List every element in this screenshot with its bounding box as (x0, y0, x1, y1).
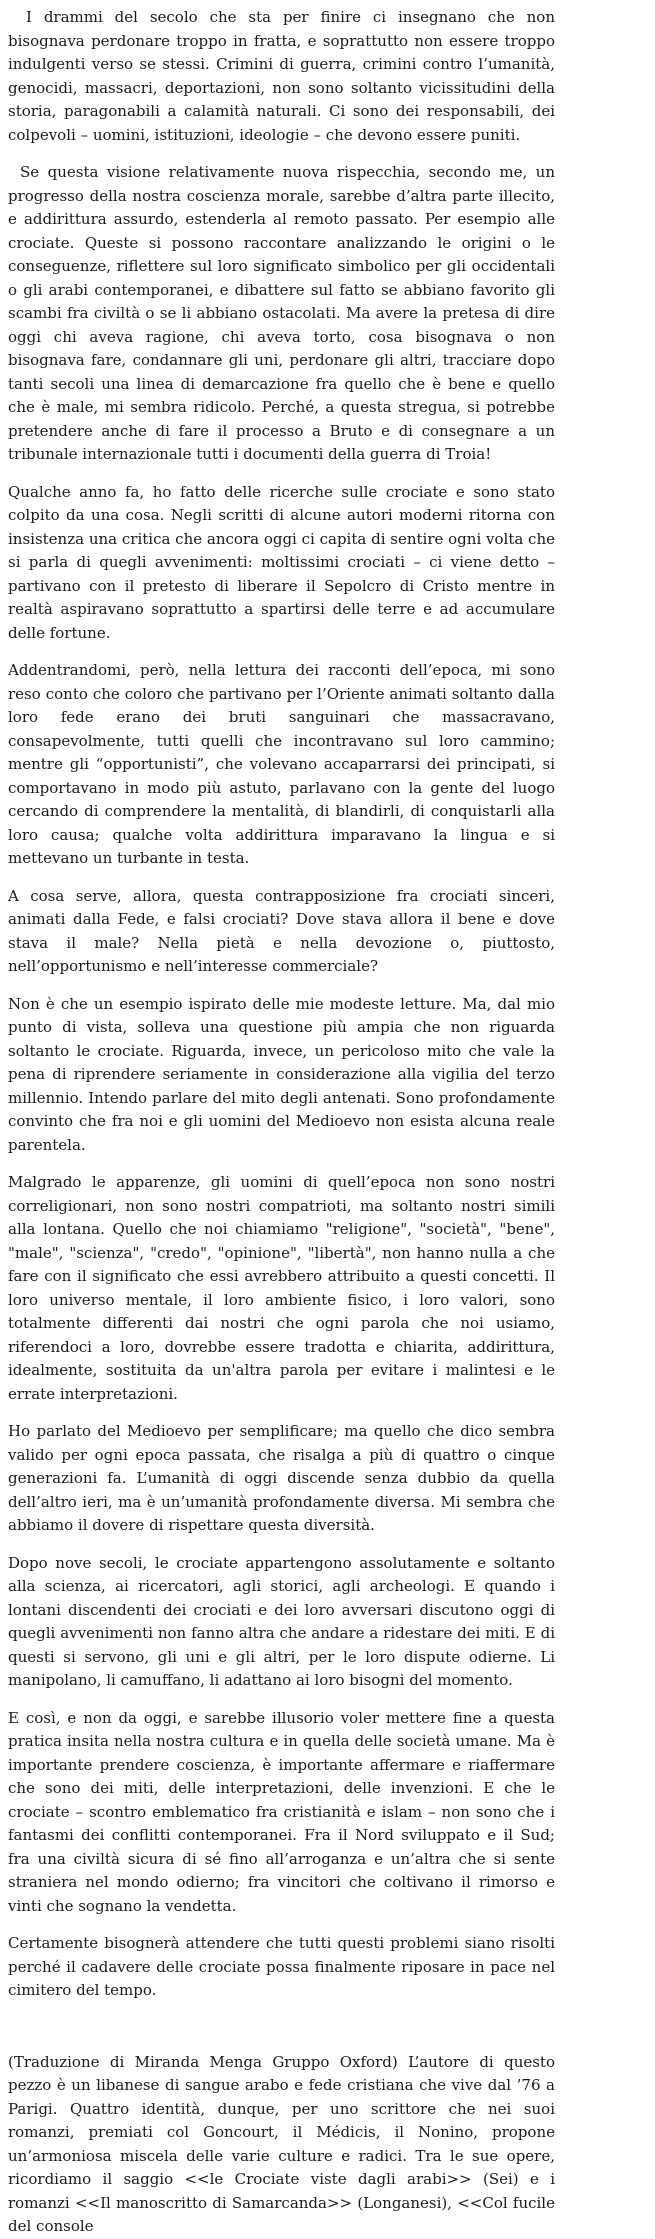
paragraph-7: Malgrado le apparenze, gli uomini di quell’epoca non sono nostri correligionari, non sono nostri compatrioti, ma soltanto nostri simili alla lontana. Quello che noi chiamiamo "religione", "società", "bene", "male", "scienza", "credo", "opinione", "libertà", non hanno nulla a che fare con il significato che essi avrebbero attribuito a questi concetti. Il loro universo mentale, il loro ambiente fisico, i loro valori, sono totalmente differenti dai nostri che ogni parola che noi usiamo, riferendoci a loro, dovrebbe essere tradotta e chiarita, addirittura, idealmente, sostituita da un'altra parola per evitare i malintesi e le errate interpretazioni. (8, 1173, 555, 1403)
translator-note: (Traduzione di Miranda Menga Gruppo Oxford) L’autore di questo pezzo è un libanese di sangue arabo e fede cristiana che vive dal ’76 a Parigi. Quattro identità, dunque, per uno scrittore che nei suoi romanzi, premiati col Goncourt, il Médicis, il Nonino, propone un’armoniosa miscela delle varie culture e radici. Tra le sue opere, ricordiamo il saggio <<le Crociate viste dagli arabi>> (Sei) e i romanzi <<Il manoscritto di Samarcanda>> (Longanesi), <<Col fucile del console (8, 2052, 555, 2235)
paragraph-8: Ho parlato del Medioevo per semplificare; ma quello che dico sembra valido per ogni epoca passata, che risalga a più di quattro o cinque generazioni fa. L’umanità di oggi discende senza dubbio da quella dell’altro ieri, ma è un’umanità profondamente diversa. Mi sembra che abbiamo il dovere di rispettare questa diversità. (8, 1422, 555, 1534)
paragraph-11: Certamente bisognerà attendere che tutti questi problemi siano risolti perché il cadavere delle crociate possa finalmente riposare in pace nel cimitero del tempo. (8, 1934, 555, 1999)
paragraph-1: I drammi del secolo che sta per finire ci insegnano che non bisognava perdonare troppo in fratta, e soprattutto non essere troppo indulgenti verso se stessi. Crimini di guerra, crimini contro l’umanità, genocidi, massacri, deportazioni, non sono soltanto vicissitudini della storia, paragonabili a calamità naturali. Ci sono dei responsabili, dei colpevoli – uomini, istituzioni, ideologie – che devono essere puniti. (8, 8, 555, 144)
paragraph-3: Qualche anno fa, ho fatto delle ricerche sulle crociate e sono stato colpito da una cosa. Negli scritti di alcune autori moderni ritorna con insistenza una critica che ancora oggi ci capita di sentire ogni volta che si parla di quegli avvenimenti: moltissimi crociati – ci viene detto – partivano con il pretesto di liberare il Sepolcro di Cristo mentre in realtà aspiravano soprattutto a spartirsi delle terre e ad accumulare delle fortune. (8, 482, 555, 642)
paragraph-9: Dopo nove secoli, le crociate appartengono assolutamente e soltanto alla scienza, ai ricercatori, agli storici, agli archeologi. E quando i lontani discendenti dei crociati e dei loro avversari discutono oggi di quegli avvenimenti non fanno altra che andare a ridestare dei miti. E di questi si servono, gli uni e gli altri, per le loro dispute odierne. Li manipolano, li camuffano, li adattano ai loro bisogni del momento. (8, 1553, 555, 1689)
paragraph-2: Se questa visione relativamente nuova rispecchia, secondo me, un progresso della nostra coscienza morale, sarebbe d’altra parte illecito, e addirittura assurdo, estenderla al remoto passato. Per esempio alle crociate. Queste si possono raccontare analizzando le origini o le conseguenze, riflettere sul loro significato simbolico per gli occidentali o gli arabi contemporanei, e dibattere sul fatto se abbiano favorito gli scambi fra civiltà o se li abbiano ostacolati. Ma avere la pretesa di dire oggi chi aveva ragione, chi aveva torto, cosa bisognava o non bisognava fare, condannare gli uni, perdonare gli altri, tracciare dopo tanti secoli una linea di demarcazione fra quello che è bene e quello che è male, mi sembra ridicolo. Perché, a questa stregua, si potrebbe pretendere anche di fare il processo a Bruto e di consegnare a un tribunale internazionale tutti i documenti della guerra di Troia! (8, 163, 555, 463)
paragraph-10: E così, e non da oggi, e sarebbe illusorio voler mettere fine a questa pratica insita nella nostra cultura e in quella delle società umane. Ma è importante prendere coscienza, è importante affermare e riaffermare che sono dei miti, delle interpretazioni, delle invenzioni. E che le crociate – scontro emblematico fra cristianità e islam – non sono che i fantasmi dei conflitti contemporanei. Fra il Nord sviluppato e il Sud; fra una civiltà sicura di sé fino all’arroganza e un’altra che si sente straniera nel mondo odierno; fra vincitori che coltivano il rimorso e vinti che sognano la vendetta. (8, 1708, 555, 1915)
section-spacer (8, 2017, 555, 2051)
paragraph-4: Addentrandomi, però, nella lettura dei racconti dell’epoca, mi sono reso conto che coloro che partivano per l’Oriente animati soltanto dalla loro fede erano dei bruti sanguinari che massacravano, consapevolmente, tutti quelli che incontravano sul loro cammino; mentre gli “opportunisti”, che volevano accaparrarsi dei principati, si comportavano in modo più astuto, parlavano con la gente del luogo cercando di comprendere la mentalità, di blandirli, di conquistarli alla loro causa; qualche volta addirittura imparavano la lingua e si mettevano un turbante in testa. (8, 661, 555, 867)
paragraph-5: A cosa serve, allora, questa contrapposizione fra crociati sinceri, animati dalla Fede, e falsi crociati? Dove stava allora il bene e dove stava il male? Nella pietà e nella devozione o, piuttosto, nell’opportunismo e nell’interesse commerciale? (8, 886, 555, 975)
paragraph-6: Non è che un esempio ispirato delle mie modeste letture. Ma, dal mio punto di vista, solleva una questione più ampia che non riguarda soltanto le crociate. Riguarda, invece, un pericoloso mito che vale la pena di riprendere seriamente in considerazione alla vigilia del terzo millennio. Intendo parlare del mito degli antenati. Sono profondamente convinto che fra noi e gli uomini del Medioevo non esista alcuna reale parentela. (8, 994, 555, 1154)
